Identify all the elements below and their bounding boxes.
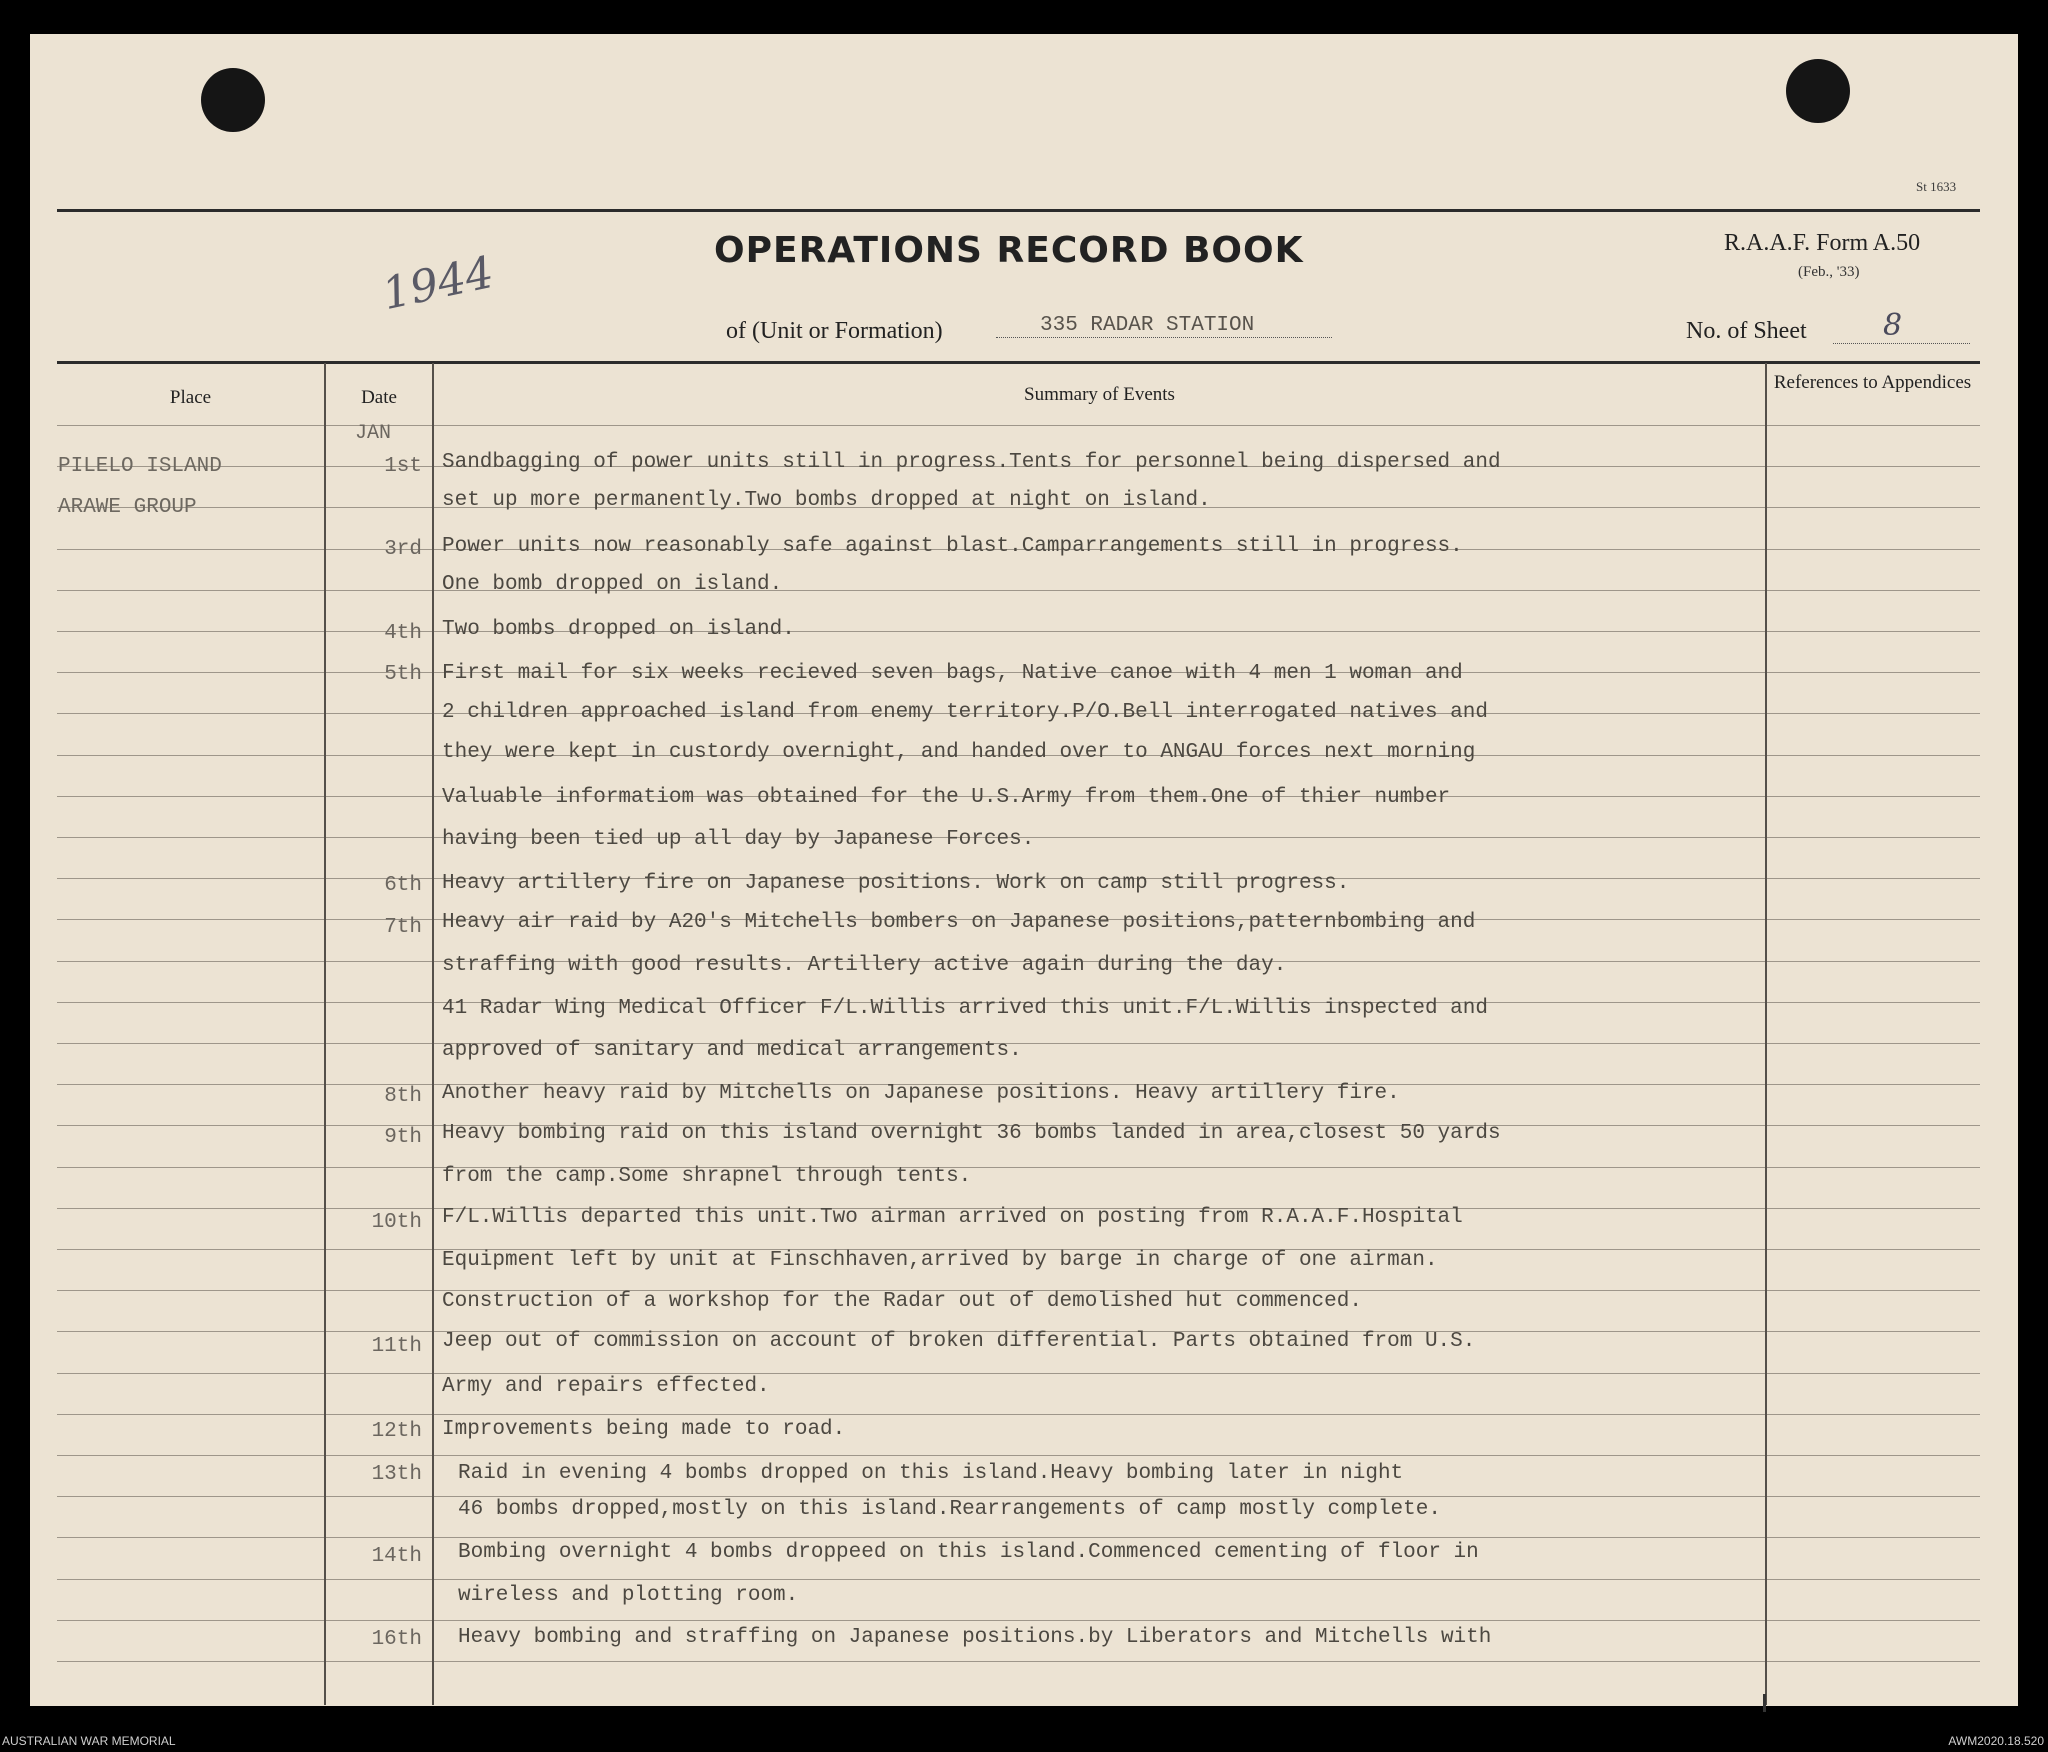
- summary-line: they were kept in custordy overnight, and handed over to ANGAU forces next morning: [442, 741, 1476, 764]
- punch-hole-right: [1786, 59, 1850, 123]
- summary-line: from the camp.Some shrapnel through tents.: [442, 1165, 972, 1188]
- ruled-line: [326, 1373, 432, 1374]
- ruled-line: [326, 590, 432, 591]
- ruled-line: [326, 1455, 432, 1456]
- ruled-line: [57, 1249, 324, 1250]
- ruled-line: [1767, 507, 1980, 508]
- summary-line: First mail for six weeks recieved seven bags, Native canoe with 4 men 1 woman and: [442, 662, 1463, 685]
- place-entry: PILELO ISLAND: [58, 455, 222, 478]
- date-entry: 8th: [384, 1085, 422, 1108]
- column-header-references: References to Appendices: [1773, 372, 1972, 393]
- summary-line: Heavy bombing and straffing on Japanese positions.by Liberators and Mitchells with: [458, 1626, 1492, 1649]
- ruled-line: [57, 1661, 324, 1662]
- ruled-line: [326, 1414, 432, 1415]
- ruled-line: [57, 1208, 324, 1209]
- column-divider: [432, 363, 434, 1705]
- ruled-line: [57, 1002, 324, 1003]
- ruled-line: [434, 1414, 1765, 1415]
- summary-line: approved of sanitary and medical arrangements.: [442, 1039, 1022, 1062]
- footer-credit: AUSTRALIAN WAR MEMORIAL: [2, 1734, 176, 1748]
- ruled-line: [1767, 1620, 1980, 1621]
- ruled-line: [1767, 1331, 1980, 1332]
- record-sheet: [30, 34, 2018, 1706]
- date-entry: 14th: [371, 1545, 422, 1568]
- date-entry: 5th: [384, 663, 422, 686]
- date-entry: 1st: [384, 455, 422, 478]
- ruled-line: [434, 1661, 1765, 1662]
- ruled-line: [1767, 631, 1980, 632]
- ruled-line: [1767, 837, 1980, 838]
- ruled-line: [57, 713, 324, 714]
- summary-line: Heavy bombing raid on this island overnight 36 bombs landed in area,closest 50 yards: [442, 1122, 1501, 1145]
- handwritten-year: 1944: [377, 246, 499, 321]
- ruled-line: [326, 1661, 432, 1662]
- ruled-line: [326, 1537, 432, 1538]
- ruled-line: [57, 549, 324, 550]
- ruled-line: [326, 961, 432, 962]
- sheet-label: No. of Sheet: [1686, 318, 1807, 344]
- date-entry: 6th: [384, 874, 422, 897]
- summary-line: Army and repairs effected.: [442, 1375, 770, 1398]
- ruled-line: [326, 1496, 432, 1497]
- summary-line: F/L.Willis departed this unit.Two airman arrived on posting from R.A.A.F.Hospital: [442, 1206, 1463, 1229]
- summary-line: Valuable informatiom was obtained for the U.S.Army from them.One of thier number: [442, 786, 1451, 809]
- ruled-line: [1767, 672, 1980, 673]
- ruled-line: [1767, 466, 1980, 467]
- ruled-line: [1767, 1249, 1980, 1250]
- ruled-line: [1767, 1661, 1980, 1662]
- ruled-line: [57, 425, 324, 426]
- ruled-line: [1767, 1455, 1980, 1456]
- month-label: JAN: [355, 422, 392, 445]
- summary-line: 46 bombs dropped,mostly on this island.Rearrangements of camp mostly complete.: [458, 1498, 1441, 1521]
- date-entry: 16th: [371, 1628, 422, 1651]
- ruled-line: [326, 1249, 432, 1250]
- summary-line: Bombing overnight 4 bombs droppeed on this island.Commenced cementing of floor in: [458, 1541, 1479, 1564]
- summary-line: set up more permanently.Two bombs dropped at night on island.: [442, 489, 1211, 512]
- summary-line: One bomb dropped on island.: [442, 573, 783, 596]
- ruled-line: [326, 755, 432, 756]
- ruled-line: [434, 1496, 1765, 1497]
- summary-line: straffing with good results. Artillery active again during the day.: [442, 954, 1287, 977]
- ruled-line: [326, 1290, 432, 1291]
- ruled-line: [1767, 755, 1980, 756]
- summary-line: Sandbagging of power units still in progress.Tents for personnel being dispersed and: [442, 451, 1501, 474]
- ruled-line: [326, 713, 432, 714]
- ruled-line: [57, 672, 324, 673]
- summary-line: Construction of a workshop for the Radar out of demolished hut commenced.: [442, 1290, 1362, 1313]
- ruled-line: [1767, 713, 1980, 714]
- ruled-line: [1767, 590, 1980, 591]
- column-divider: [1765, 363, 1767, 1705]
- page-title: OPERATIONS RECORD BOOK: [714, 230, 1304, 271]
- summary-line: 2 children approached island from enemy territory.P/O.Bell interrogated natives and: [442, 701, 1488, 724]
- summary-line: Heavy artillery fire on Japanese positions. Work on camp still progress.: [442, 872, 1350, 895]
- ruled-line: [326, 1331, 432, 1332]
- date-entry: 10th: [371, 1211, 422, 1234]
- date-entry: 12th: [371, 1420, 422, 1443]
- ruled-line: [57, 1620, 324, 1621]
- summary-line: Two bombs dropped on island.: [442, 618, 795, 641]
- ruled-line: [57, 1084, 324, 1085]
- ruled-line: [326, 1043, 432, 1044]
- ruled-line: [57, 796, 324, 797]
- ruled-line: [1767, 1496, 1980, 1497]
- ruled-line: [1767, 1043, 1980, 1044]
- ruled-line: [57, 961, 324, 962]
- date-entry: 11th: [371, 1335, 422, 1358]
- summary-line: having been tied up all day by Japanese Forces.: [442, 828, 1035, 851]
- ruled-line: [1767, 1290, 1980, 1291]
- summary-line: Raid in evening 4 bombs dropped on this island.Heavy bombing later in night: [458, 1462, 1404, 1485]
- ruled-line: [1767, 1579, 1980, 1580]
- date-entry: 4th: [384, 622, 422, 645]
- ruled-line: [57, 590, 324, 591]
- summary-line: Another heavy raid by Mitchells on Japanese positions. Heavy artillery fire.: [442, 1082, 1400, 1105]
- ruled-line: [57, 1125, 324, 1126]
- ruled-line: [1767, 1084, 1980, 1085]
- ruled-line: [57, 878, 324, 879]
- date-entry: 7th: [384, 916, 422, 939]
- summary-line: Power units now reasonably safe against blast.Camparrangements still in progress.: [442, 535, 1463, 558]
- ruled-line: [326, 837, 432, 838]
- ruled-line: [57, 1043, 324, 1044]
- ruled-line: [1767, 796, 1980, 797]
- ruled-line: [57, 1373, 324, 1374]
- summary-line: Improvements being made to road.: [442, 1418, 846, 1441]
- header-rule: [57, 361, 1980, 364]
- ruled-line: [1767, 919, 1980, 920]
- ruled-line: [1767, 1373, 1980, 1374]
- ruled-line: [57, 1537, 324, 1538]
- punch-hole-left: [201, 68, 265, 132]
- ruled-line: [57, 1496, 324, 1497]
- sheet-value: 8: [1833, 308, 1970, 344]
- ruled-line: [434, 1579, 1765, 1580]
- ruled-line: [434, 1537, 1765, 1538]
- ruled-line: [1767, 425, 1980, 426]
- summary-line: 41 Radar Wing Medical Officer F/L.Willis arrived this unit.F/L.Willis inspected and: [442, 997, 1488, 1020]
- form-number: R.A.A.F. Form A.50: [1724, 230, 1921, 256]
- ruled-line: [434, 425, 1765, 426]
- place-entry: ARAWE GROUP: [58, 496, 197, 519]
- ruled-line: [1767, 1537, 1980, 1538]
- ruled-line: [57, 1414, 324, 1415]
- ruled-line: [57, 1579, 324, 1580]
- ruled-line: [57, 1290, 324, 1291]
- form-date: (Feb., '33): [1798, 264, 1860, 280]
- ruled-line: [57, 1455, 324, 1456]
- ruled-line: [434, 1373, 1765, 1374]
- date-entry: 3rd: [384, 538, 422, 561]
- summary-line: Heavy air raid by A20's Mitchells bombers on Japanese positions,patternbombing and: [442, 911, 1476, 934]
- ruled-line: [326, 1167, 432, 1168]
- ruled-line: [1767, 1414, 1980, 1415]
- unit-label: of (Unit or Formation): [726, 318, 943, 344]
- summary-line: Jeep out of commission on account of broken differential. Parts obtained from U.S.: [442, 1330, 1476, 1353]
- ruled-line: [1767, 1002, 1980, 1003]
- ruled-line: [1767, 878, 1980, 879]
- unit-value: 335 RADAR STATION: [996, 314, 1332, 338]
- ruled-line: [434, 1455, 1765, 1456]
- ruled-line: [57, 631, 324, 632]
- ruled-line: [1767, 1125, 1980, 1126]
- ruled-line: [434, 1620, 1765, 1621]
- ruled-line: [326, 1208, 432, 1209]
- ruled-line: [57, 837, 324, 838]
- column-header-place: Place: [169, 387, 212, 408]
- ruled-line: [1767, 1167, 1980, 1168]
- ruled-line: [326, 507, 432, 508]
- ruled-line: [57, 919, 324, 920]
- summary-line: wireless and plotting room.: [458, 1584, 799, 1607]
- ruled-line: [1767, 1208, 1980, 1209]
- top-rule: [57, 209, 1980, 212]
- footer-accession: AWM2020.18.520: [1948, 1734, 2044, 1748]
- ruled-line: [57, 1331, 324, 1332]
- continuation-mark: [1763, 1694, 1766, 1712]
- ruled-line: [326, 1620, 432, 1621]
- column-header-date: Date: [361, 387, 397, 408]
- ruled-line: [1767, 549, 1980, 550]
- ruled-line: [326, 796, 432, 797]
- summary-line: Equipment left by unit at Finschhaven,arrived by barge in charge of one airman.: [442, 1249, 1438, 1272]
- column-header-summary: Summary of Events: [1024, 384, 1175, 405]
- ruled-line: [57, 1167, 324, 1168]
- date-entry: 13th: [371, 1463, 422, 1486]
- ruled-line: [1767, 961, 1980, 962]
- ruled-line: [326, 1002, 432, 1003]
- ruled-line: [57, 755, 324, 756]
- ruled-line: [326, 1579, 432, 1580]
- column-divider: [324, 363, 326, 1705]
- date-entry: 9th: [384, 1126, 422, 1149]
- stock-number: St 1633: [1916, 179, 1957, 194]
